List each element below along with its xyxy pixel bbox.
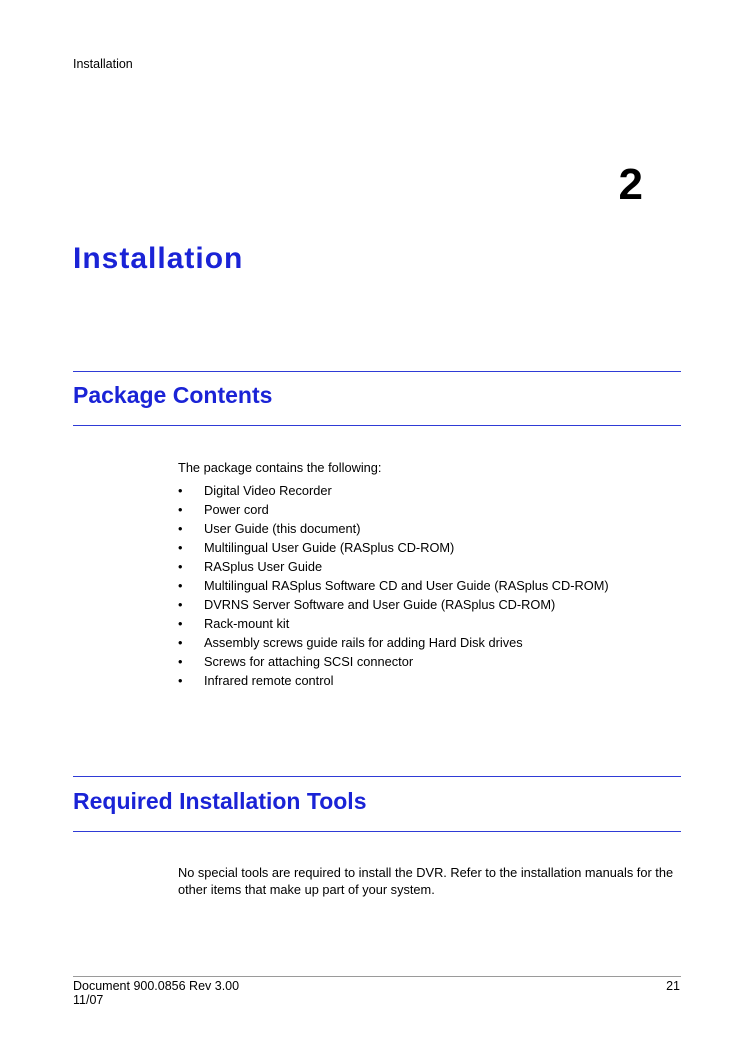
section-heading-required-tools: Required Installation Tools xyxy=(73,788,367,814)
footer-date: 11/07 xyxy=(73,993,104,1007)
list-item: • Multilingual RASplus Software CD and User Guide (RASplus CD-ROM) xyxy=(178,576,609,595)
list-item: • Power cord xyxy=(178,500,609,519)
list-item: • User Guide (this document) xyxy=(178,519,609,538)
page-number: 21 xyxy=(666,979,680,993)
section-rule-bottom xyxy=(73,831,681,832)
chapter-number: 2 xyxy=(618,160,643,209)
list-item: • Rack-mount kit xyxy=(178,614,609,633)
section-rule-top xyxy=(73,776,681,777)
running-header: Installation xyxy=(73,57,133,71)
footer-rule xyxy=(73,976,681,977)
list-item: • Assembly screws guide rails for adding Hard Disk drives xyxy=(178,633,609,652)
required-tools-body: No special tools are required to install the DVR. Refer to the installation manuals for the other items that make up part of your system. xyxy=(178,865,674,897)
list-item: • DVRNS Server Software and User Guide (RASplus CD-ROM) xyxy=(178,595,609,614)
list-item: • Digital Video Recorder xyxy=(178,481,609,500)
section-rule-bottom xyxy=(73,425,681,426)
list-item: • Infrared remote control xyxy=(178,671,609,690)
list-item: • RASplus User Guide xyxy=(178,557,609,576)
package-contents-list xyxy=(178,481,609,690)
chapter-title: Installation xyxy=(73,242,244,275)
package-intro: The package contains the following: xyxy=(178,460,382,475)
list-item: • Multilingual User Guide (RASplus CD-ROM) xyxy=(178,538,609,557)
section-rule-top xyxy=(73,371,681,372)
section-heading-package-contents: Package Contents xyxy=(73,382,273,408)
footer-document-number: Document 900.0856 Rev 3.00 xyxy=(73,979,240,993)
footer-document-info xyxy=(73,979,239,1007)
list-item: • Screws for attaching SCSI connector xyxy=(178,652,609,671)
